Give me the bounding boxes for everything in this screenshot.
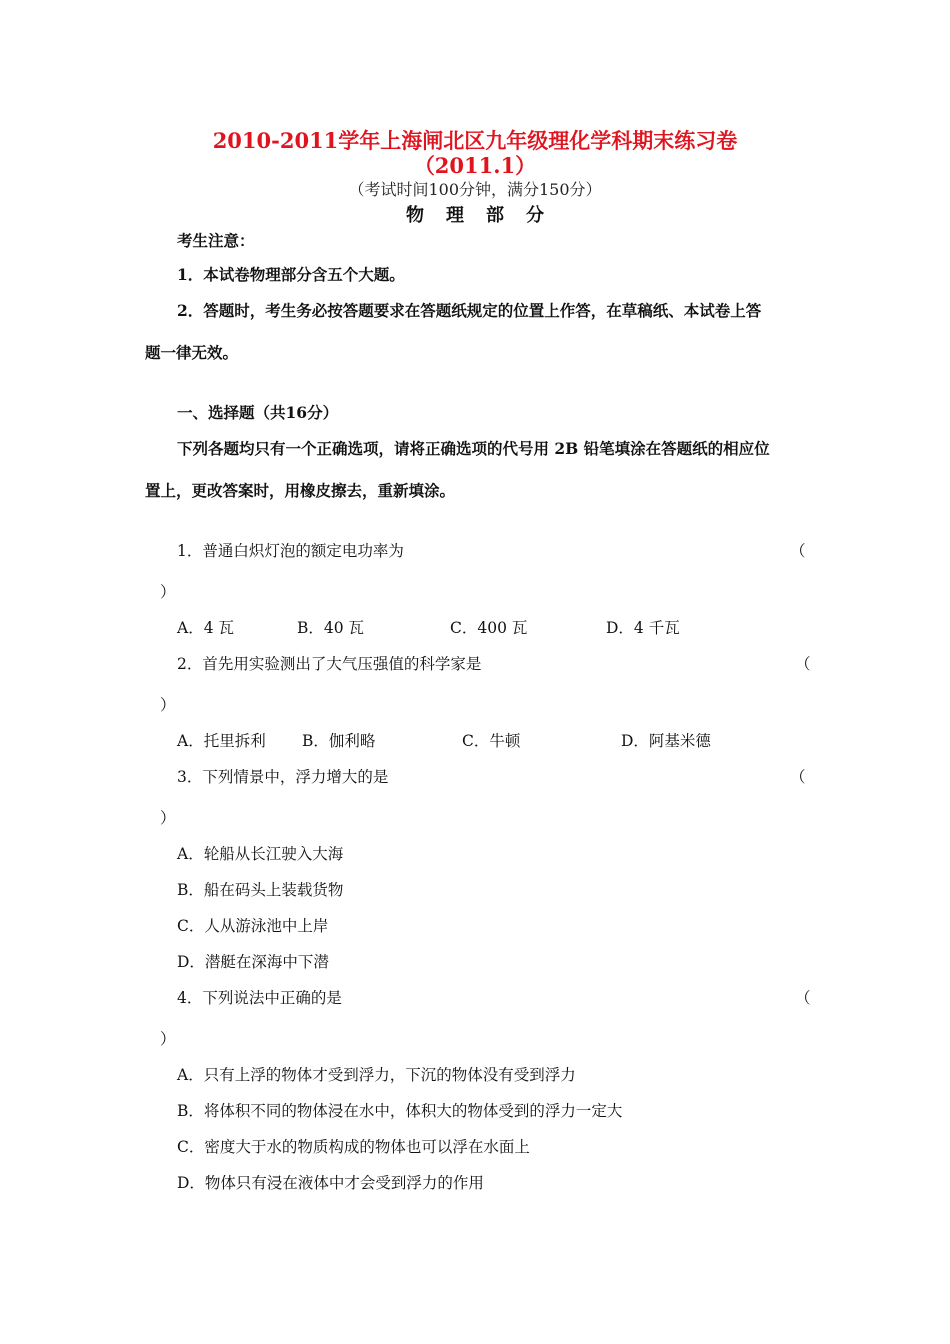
question-1-stem: 1．普通白炽灯泡的额定电功率为 <box>177 542 404 560</box>
question-4-answer-open: （ <box>795 989 811 1007</box>
question-4-option-c: C．密度大于水的物质构成的物体也可以浮在水面上 <box>177 1138 530 1156</box>
question-4-option-d: D．物体只有浸在液体中才会受到浮力的作用 <box>177 1174 484 1192</box>
exam-time-note: （考试时间100分钟，满分150分） <box>348 180 602 199</box>
question-2-answer-close: ） <box>160 696 176 714</box>
question-3-option-b: B．船在码头上装载货物 <box>177 881 344 899</box>
section-heading: 物理部分 <box>406 205 566 226</box>
question-2-answer-open: （ <box>795 655 811 673</box>
question-4-option-b: B．将体积不同的物体浸在水中，体积大的物体受到的浮力一定大 <box>177 1102 623 1120</box>
question-1-option-a: A．4 瓦 <box>177 619 234 637</box>
notice-item-2-line-2: 题一律无效。 <box>145 343 239 362</box>
question-2-option-c: C．牛顿 <box>462 732 521 750</box>
question-1-option-c: C．400 瓦 <box>450 619 528 637</box>
question-2-stem: 2．首先用实验测出了大气压强值的科学家是 <box>177 655 482 673</box>
question-2-option-d: D．阿基米德 <box>621 732 711 750</box>
question-3-stem: 3．下列情景中，浮力增大的是 <box>177 768 389 786</box>
exam-date: （2011.1） <box>413 153 537 178</box>
question-1-answer-open: （ <box>790 542 806 560</box>
question-3-answer-open: （ <box>790 768 806 786</box>
part-one-heading: 一、选择题（共16分） <box>177 403 339 422</box>
question-4-answer-close: ） <box>160 1030 176 1048</box>
part-one-instruction-line-1: 下列各题均只有一个正确选项，请将正确选项的代号用 2B 铅笔填涂在答题纸的相应位 <box>177 439 770 458</box>
notice-item-1: 1．本试卷物理部分含五个大题。 <box>177 265 405 284</box>
notice-heading: 考生注意： <box>177 231 255 250</box>
question-1-option-d: D．4 千瓦 <box>606 619 680 637</box>
question-3-answer-close: ） <box>160 809 176 827</box>
question-4-option-a: A．只有上浮的物体才受到浮力，下沉的物体没有受到浮力 <box>177 1066 576 1084</box>
question-3-option-a: A．轮船从长江驶入大海 <box>177 845 344 863</box>
question-3-option-c: C．人从游泳池中上岸 <box>177 917 329 935</box>
question-2-option-a: A．托里拆利 <box>177 732 266 750</box>
question-1-answer-close: ） <box>160 583 176 601</box>
part-one-instruction-line-2: 置上，更改答案时，用橡皮擦去，重新填涂。 <box>145 481 456 500</box>
question-2-option-b: B．伽利略 <box>302 732 376 750</box>
question-1-option-b: B．40 瓦 <box>297 619 365 637</box>
question-4-stem: 4．下列说法中正确的是 <box>177 989 342 1007</box>
notice-item-2-line-1: 2．答题时，考生务必按答题要求在答题纸规定的位置上作答，在草稿纸、本试卷上答 <box>177 301 762 320</box>
exam-title: 2010-2011学年上海闸北区九年级理化学科期末练习卷 <box>212 128 738 153</box>
question-3-option-d: D．潜艇在深海中下潜 <box>177 953 329 971</box>
